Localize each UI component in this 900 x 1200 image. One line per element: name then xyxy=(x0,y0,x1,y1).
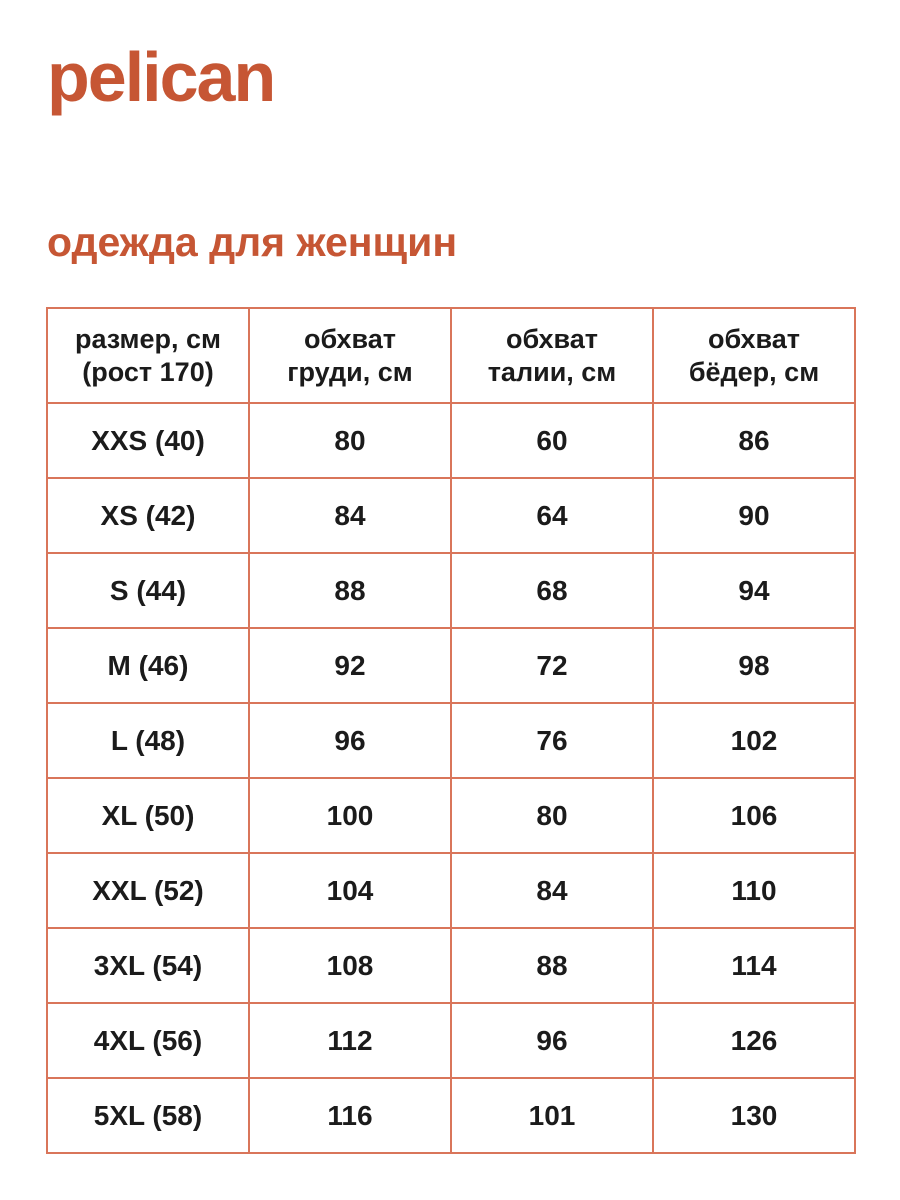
table-row xyxy=(47,778,855,853)
hips-cell: 130 xyxy=(653,1078,855,1153)
size-chart-table xyxy=(46,307,856,1154)
table-row xyxy=(47,1078,855,1153)
chest-cell: 80 xyxy=(249,403,451,478)
brand-logo: pelican xyxy=(47,38,275,116)
size-cell: L (48) xyxy=(47,703,249,778)
waist-cell: 84 xyxy=(451,853,653,928)
hips-cell: 106 xyxy=(653,778,855,853)
chest-cell: 108 xyxy=(249,928,451,1003)
table-row xyxy=(47,628,855,703)
table-row xyxy=(47,703,855,778)
size-cell: XL (50) xyxy=(47,778,249,853)
hips-cell: 110 xyxy=(653,853,855,928)
column-header-waist xyxy=(451,308,653,403)
column-header-chest xyxy=(249,308,451,403)
chest-cell: 104 xyxy=(249,853,451,928)
header-line: талии, см xyxy=(487,356,617,387)
table-row xyxy=(47,403,855,478)
waist-cell: 68 xyxy=(451,553,653,628)
header-line: бёдер, см xyxy=(688,356,820,387)
size-cell: 3XL (54) xyxy=(47,928,249,1003)
hips-cell: 94 xyxy=(653,553,855,628)
column-header-size xyxy=(47,308,249,403)
hips-cell: 86 xyxy=(653,403,855,478)
table-row xyxy=(47,478,855,553)
header-line: обхват xyxy=(304,324,396,355)
waist-cell: 60 xyxy=(451,403,653,478)
size-cell: XS (42) xyxy=(47,478,249,553)
hips-cell: 90 xyxy=(653,478,855,553)
page-title: одежда для женщин xyxy=(47,219,458,265)
waist-cell: 64 xyxy=(451,478,653,553)
size-cell: M (46) xyxy=(47,628,249,703)
table-row xyxy=(47,1003,855,1078)
chest-cell: 84 xyxy=(249,478,451,553)
waist-cell: 88 xyxy=(451,928,653,1003)
size-cell: S (44) xyxy=(47,553,249,628)
table-row xyxy=(47,853,855,928)
header-line: обхват xyxy=(708,324,800,355)
waist-cell: 101 xyxy=(451,1078,653,1153)
size-cell: XXL (52) xyxy=(47,853,249,928)
chest-cell: 92 xyxy=(249,628,451,703)
column-header-hips xyxy=(653,308,855,403)
size-cell: 4XL (56) xyxy=(47,1003,249,1078)
waist-cell: 72 xyxy=(451,628,653,703)
waist-cell: 76 xyxy=(451,703,653,778)
waist-cell: 96 xyxy=(451,1003,653,1078)
chest-cell: 100 xyxy=(249,778,451,853)
chest-cell: 116 xyxy=(249,1078,451,1153)
hips-cell: 102 xyxy=(653,703,855,778)
hips-cell: 98 xyxy=(653,628,855,703)
hips-cell: 114 xyxy=(653,928,855,1003)
size-cell: 5XL (58) xyxy=(47,1078,249,1153)
table-row xyxy=(47,553,855,628)
table-row xyxy=(47,928,855,1003)
chest-cell: 96 xyxy=(249,703,451,778)
hips-cell: 126 xyxy=(653,1003,855,1078)
size-cell: XXS (40) xyxy=(47,403,249,478)
waist-cell: 80 xyxy=(451,778,653,853)
header-line: груди, см xyxy=(287,356,413,387)
header-line: обхват xyxy=(506,324,598,355)
chest-cell: 112 xyxy=(249,1003,451,1078)
header-line: (рост 170) xyxy=(82,356,214,387)
header-line: размер, см xyxy=(74,324,222,355)
table-header-row xyxy=(47,308,855,403)
chest-cell: 88 xyxy=(249,553,451,628)
